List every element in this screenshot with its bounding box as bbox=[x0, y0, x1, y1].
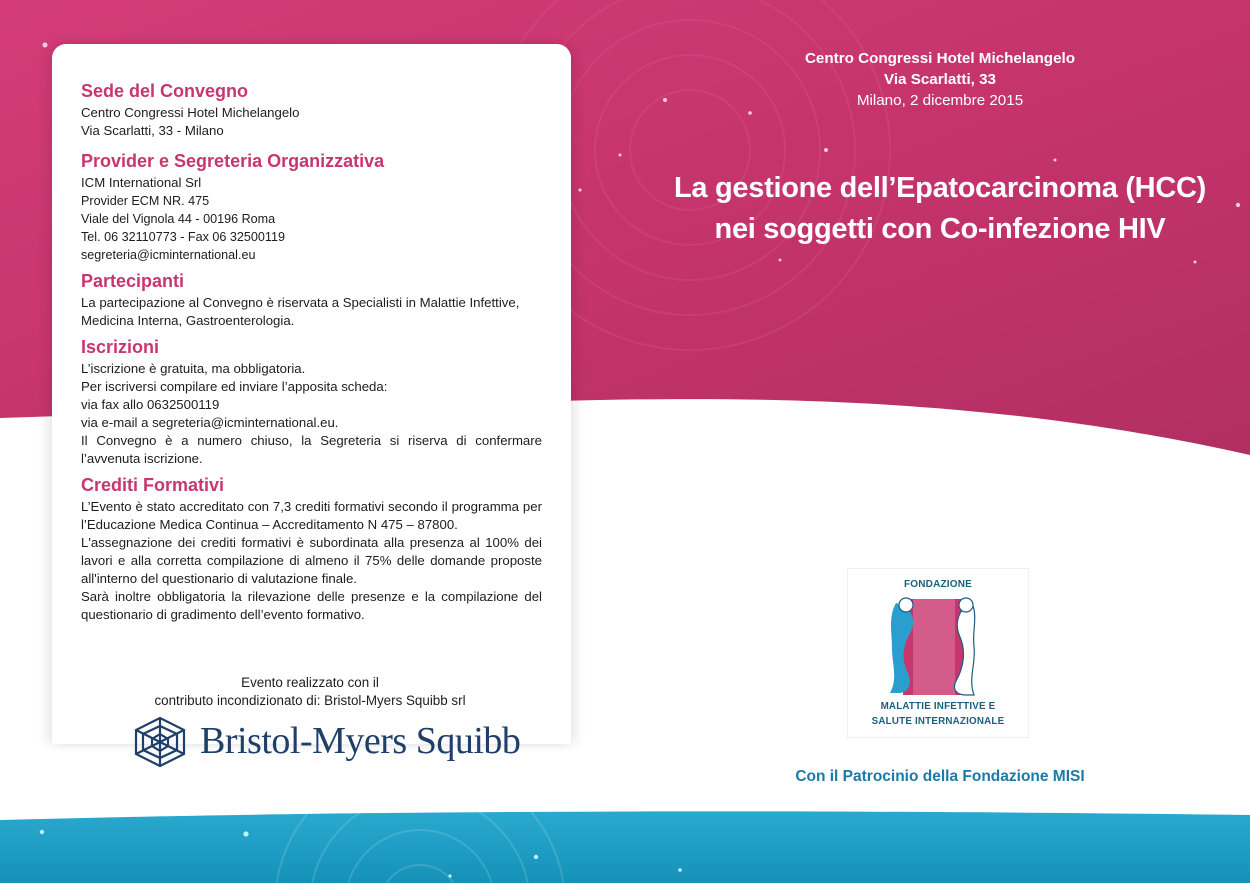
iscrizioni-title: Iscrizioni bbox=[81, 337, 160, 357]
patrocinio-text: Con il Patrocinio della Fondazione MISI bbox=[795, 768, 1085, 785]
section-iscrizioni bbox=[81, 336, 542, 468]
sede-title: Sede del Convegno bbox=[81, 81, 249, 101]
misi-logo bbox=[847, 568, 1029, 738]
venue-date: Milano, 2 dicembre 2015 bbox=[856, 92, 1024, 109]
bms-star-icon bbox=[132, 716, 188, 768]
sponsor-line: contributo incondizionato di: Bristol-Myers Squibb srl bbox=[154, 693, 466, 708]
provider-email: segreteria@icminternational.eu bbox=[81, 248, 256, 262]
venue-name: Centro Congressi Hotel Michelangelo bbox=[804, 50, 1076, 67]
event-title-line: La gestione dell’Epatocarcinoma (HCC) bbox=[674, 172, 1206, 204]
sponsor-line: Evento realizzato con il bbox=[241, 675, 379, 690]
sponsor-statement bbox=[60, 674, 560, 710]
bms-logo bbox=[132, 716, 521, 768]
section-partecipanti bbox=[81, 270, 542, 330]
iscrizioni-note: Il Convegno è a numero chiuso, la Segreteria si riserva di confermare l’avvenuta iscrizione. bbox=[81, 433, 542, 466]
iscrizioni-line: via fax allo 0632500119 bbox=[81, 397, 220, 412]
event-title-line: nei soggetti con Co-infezione HIV bbox=[714, 213, 1166, 245]
iscrizioni-line: Per iscriversi compilare ed inviare l’apposita scheda: bbox=[81, 379, 388, 394]
iscrizioni-line: L’iscrizione è gratuita, ma obbligatoria. bbox=[81, 361, 306, 376]
section-crediti bbox=[81, 474, 542, 624]
info-card-content bbox=[81, 80, 542, 628]
sede-line: Centro Congressi Hotel Michelangelo bbox=[81, 105, 300, 120]
misi-line: SALUTE INTERNAZIONALE bbox=[871, 716, 1005, 727]
provider-title: Provider e Segreteria Organizzativa bbox=[81, 151, 385, 171]
teal-footer-band bbox=[0, 811, 1250, 883]
provider-line: Viale del Vignola 44 - 00196 Roma bbox=[81, 212, 276, 226]
provider-line: Provider ECM NR. 475 bbox=[81, 194, 210, 208]
crediti-paragraph: L'assegnazione dei crediti formativi è subordinata alla presenza al 100% dei lavori e alla corretta compilazione di almeno il 75% delle domande proposte all'interno del questionario di valutazione finale. bbox=[81, 535, 542, 586]
crediti-title: Crediti Formativi bbox=[81, 475, 225, 495]
section-provider bbox=[81, 150, 542, 264]
provider-name: ICM International Srl bbox=[81, 175, 202, 190]
crediti-paragraph: L’Evento è stato accreditato con 7,3 crediti formativi secondo il programma per l’Educazione Medica Continua – Accreditamento N 475 – 87800. bbox=[81, 499, 542, 532]
partecipanti-text: La partecipazione al Convegno è riservata a Specialisti in Malattie Infettive, Medicina Interna, Gastroenterologia. bbox=[81, 295, 520, 328]
event-title bbox=[640, 168, 1240, 250]
crediti-paragraph: Sarà inoltre obbligatoria la rilevazione delle presenze e la compilazione del questionario di gradimento dell’evento formativo. bbox=[81, 589, 542, 622]
provider-line: Tel. 06 32110773 - Fax 06 32500119 bbox=[81, 230, 285, 244]
misi-figures-icon bbox=[848, 593, 1028, 703]
misi-logo-top-text: FONDAZIONE bbox=[903, 579, 973, 590]
misi-logo-bottom-text bbox=[848, 699, 1028, 729]
sede-line: Via Scarlatti, 33 - Milano bbox=[81, 123, 224, 138]
partecipanti-title: Partecipanti bbox=[81, 271, 185, 291]
venue-address: Via Scarlatti, 33 bbox=[883, 71, 996, 88]
misi-line: MALATTIE INFETTIVE E bbox=[880, 701, 996, 712]
iscrizioni-line: via e-mail a segreteria@icminternational.eu. bbox=[81, 415, 339, 430]
venue-info bbox=[760, 48, 1120, 111]
section-sede bbox=[81, 80, 542, 140]
info-card bbox=[52, 44, 571, 744]
bms-logo-text: Bristol-Myers Squibb bbox=[200, 720, 521, 762]
